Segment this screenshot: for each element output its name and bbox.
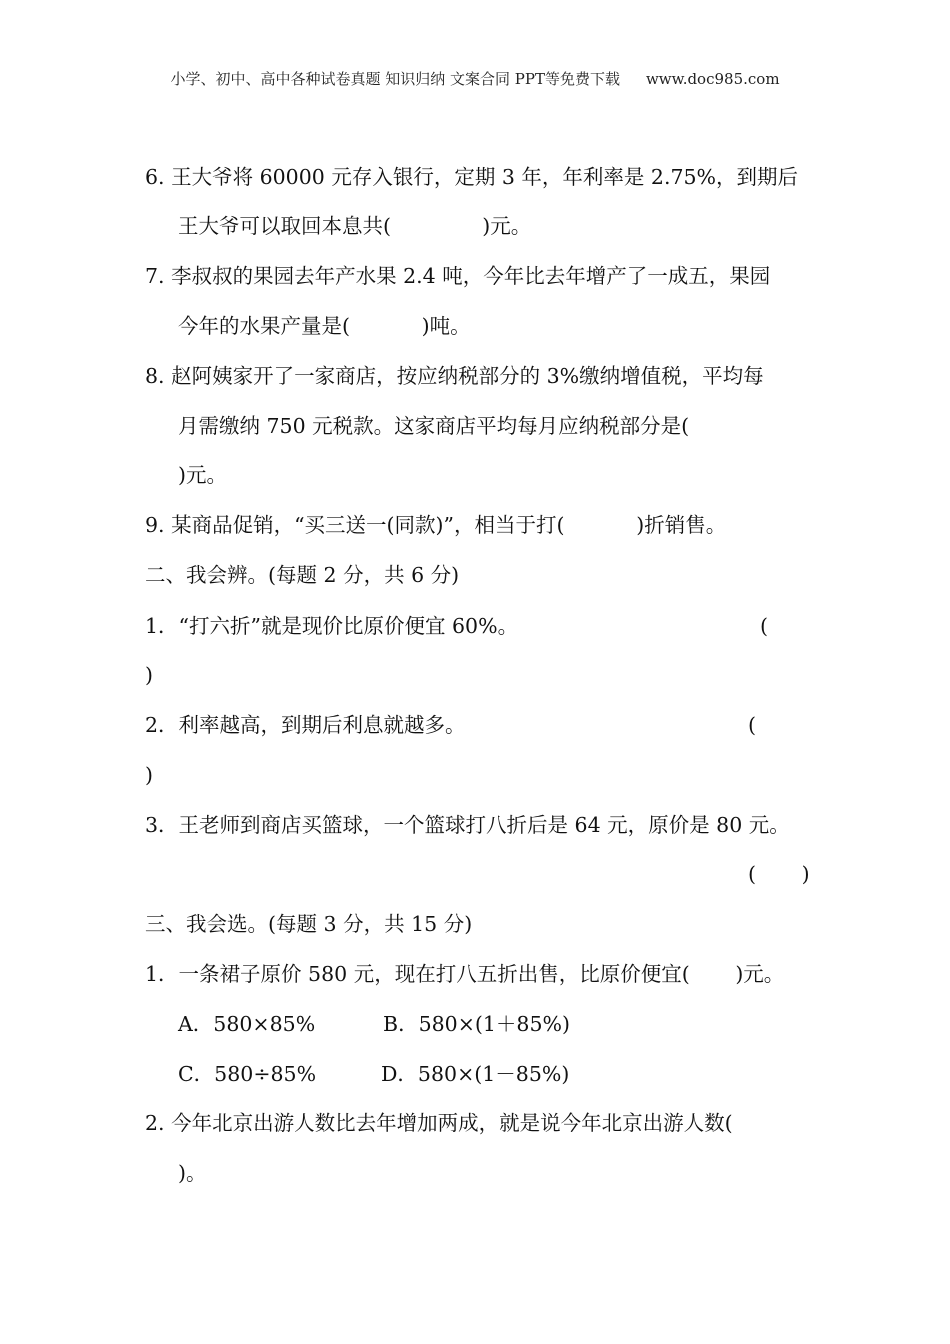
- question-8-line-2: 月需缴纳 750 元税款。这家商店平均每月应纳税部分是(: [178, 414, 690, 438]
- judge-1-paren-close: ): [145, 663, 153, 687]
- question-7-line-1: 7. 李叔叔的果园去年产水果 2.4 吨，今年比去年增产了一成五，果园: [145, 264, 771, 288]
- choice-1-option-c: C．580÷85%: [178, 1062, 317, 1086]
- header-text: 小学、初中、高中各种试卷真题 知识归纳 文案合同 PPT等免费下载: [170, 70, 620, 88]
- question-6-line-2: 王大爷可以取回本息共( )元。: [178, 214, 532, 238]
- question-7-line-2: 今年的水果产量是( )吨。: [178, 314, 471, 338]
- question-8-line-1: 8. 赵阿姨家开了一家商店，按应纳税部分的 3%缴纳增值税，平均每: [145, 364, 764, 388]
- page-header: [0, 68, 950, 89]
- header-site: www.doc985.com: [645, 70, 780, 88]
- choice-1-option-d: D．580×(1－85%): [381, 1062, 570, 1086]
- choice-2-line-1: 2. 今年北京出游人数比去年增加两成，就是说今年北京出游人数(: [145, 1111, 733, 1135]
- section-3-heading: 三、我会选。(每题 3 分，共 15 分): [145, 912, 473, 936]
- question-8-line-3: )元。: [178, 463, 227, 487]
- question-9: 9. 某商品促销，“买三送一(同款)”，相当于打( )折销售。: [145, 513, 727, 537]
- choice-1-option-a: A．580×85%: [178, 1012, 316, 1036]
- judge-2: 2．利率越高，到期后利息就越多。: [145, 713, 466, 737]
- choice-1: 1．一条裙子原价 580 元，现在打八五折出售，比原价便宜( )元。: [145, 962, 785, 986]
- section-2-heading: 二、我会辨。(每题 2 分，共 6 分): [145, 563, 460, 587]
- judge-2-paren-close: ): [145, 763, 153, 787]
- judge-1-paren-open: (: [760, 614, 768, 638]
- question-6-line-1: 6. 王大爷将 60000 元存入银行，定期 3 年，年利率是 2.75%，到期后: [145, 165, 799, 189]
- judge-3-paren: ( ): [748, 862, 810, 886]
- choice-1-option-b: B．580×(1＋85%): [383, 1012, 570, 1036]
- choice-2-line-2: )。: [178, 1161, 207, 1185]
- judge-1: 1．“打六折”就是现价比原价便宜 60%。: [145, 614, 519, 638]
- judge-2-paren-open: (: [748, 713, 756, 737]
- judge-3: 3．王老师到商店买篮球，一个篮球打八折后是 64 元，原价是 80 元。: [145, 813, 790, 837]
